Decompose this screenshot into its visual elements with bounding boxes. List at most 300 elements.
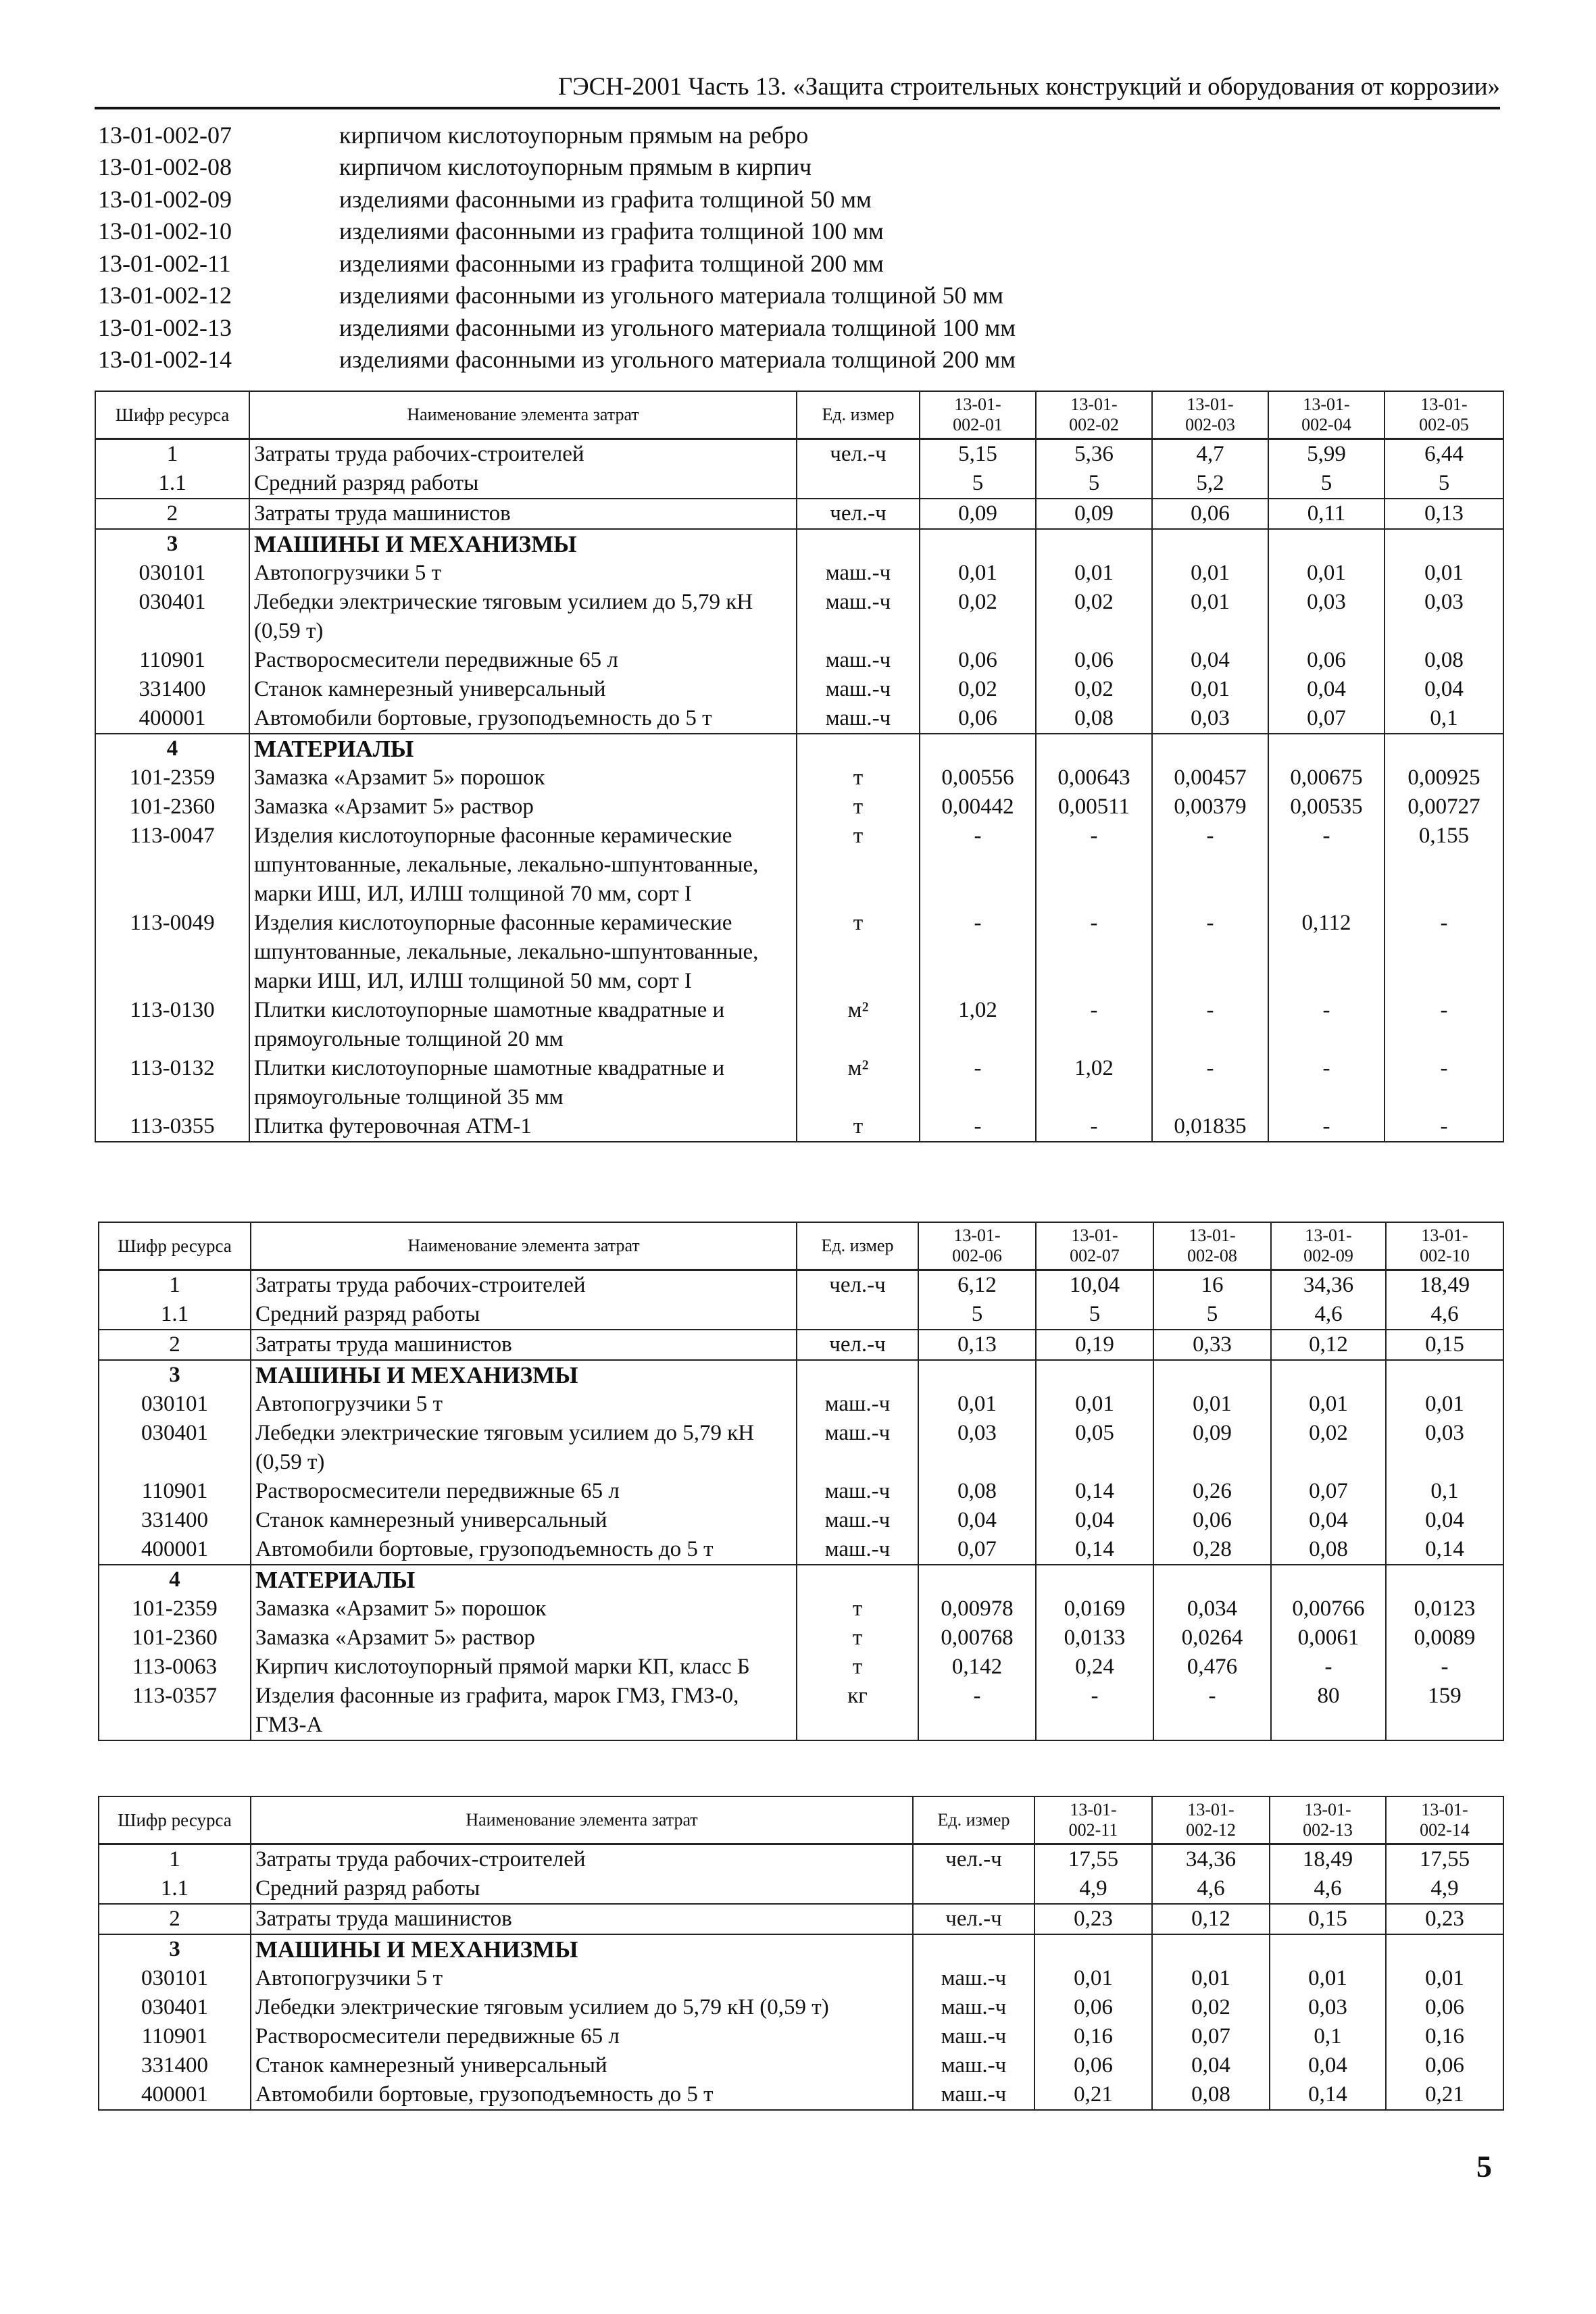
resource-code: 2 [95,499,249,529]
norm-code-line: 002-14 [1420,1820,1470,1840]
value-cell: 0,08 [918,1477,1036,1506]
unit-cell [913,1934,1034,1964]
resource-code: 1.1 [99,1300,251,1330]
value-cell: 0,01 [1153,1390,1271,1419]
header-norm-code [920,391,1036,439]
resource-code: 1 [99,1270,251,1301]
resource-code: 400001 [95,704,249,734]
norm-code-line: 002-08 [1187,1246,1237,1265]
resource-code: 331400 [95,675,249,704]
unit-cell: т [797,763,920,793]
table-row [99,1964,1503,1993]
table-row [95,559,1503,588]
value-cell: 0,14 [1386,1535,1503,1565]
resource-table-2 [98,1222,1504,1741]
value-cell [1152,529,1268,559]
item-description: изделиями фасонными из угольного материала толщиной 200 мм [339,346,1016,374]
value-cell: 0,0061 [1271,1624,1386,1653]
norm-code-line: 13-01- [1070,395,1118,414]
value-cell: 0,02 [1271,1419,1386,1477]
unit-cell: чел.-ч [797,1270,918,1301]
header-unit: Ед. измер [913,1796,1034,1844]
header-norm-code [1152,391,1268,439]
value-cell: 0,08 [1385,646,1503,675]
value-cell: - [1385,1112,1503,1142]
table-row [95,499,1503,529]
value-cell: 0,01 [1036,1390,1153,1419]
value-cell [1036,1565,1153,1594]
value-cell: 0,09 [1036,499,1152,529]
unit-cell: маш.-ч [797,646,920,675]
value-cell: 0,02 [920,588,1036,646]
unit-cell [797,1300,918,1330]
value-cell [1153,1565,1271,1594]
header-resource-code: Шифр ресурса [95,391,249,439]
header-norm-code [1036,1222,1153,1270]
value-cell: 5 [1036,469,1152,499]
value-cell: 0,04 [1152,646,1268,675]
resource-code: 113-0130 [95,996,249,1054]
unit-cell: маш.-ч [797,559,920,588]
value-cell: 4,7 [1152,439,1268,470]
table-row [95,1054,1503,1112]
value-cell: 0,06 [1268,646,1385,675]
item-code: 13-01-002-08 [98,153,232,181]
unit-cell: т [797,1653,918,1682]
value-cell: - [1385,909,1503,996]
value-cell: 0,13 [918,1330,1036,1360]
value-cell: 0,0123 [1386,1594,1503,1624]
norm-code-line: 13-01- [1189,1226,1236,1245]
norm-code-line: 13-01- [1071,1226,1118,1245]
resource-code: 3 [99,1360,251,1390]
header-norm-code [1152,1796,1270,1844]
header-cost-element: Наименование элемента затрат [251,1796,913,1844]
value-cell: 18,49 [1386,1270,1503,1301]
value-cell: 0,03 [1386,1419,1503,1477]
value-cell: 0,01 [1152,1964,1270,1993]
value-cell: - [1036,909,1152,996]
header-norm-code [1036,391,1152,439]
resource-code: 400001 [99,2080,251,2110]
cost-element-name: Замазка «Арзамит 5» порошок [251,1594,797,1624]
item-code: 13-01-002-14 [98,346,232,374]
value-cell: 5,2 [1152,469,1268,499]
value-cell: 0,00675 [1268,763,1385,793]
unit-cell: маш.-ч [913,1993,1034,2022]
resource-code: 030401 [99,1419,251,1477]
value-cell: - [920,1054,1036,1112]
value-cell: 0,034 [1153,1594,1271,1624]
unit-cell: маш.-ч [913,1964,1034,1993]
cost-element-name: Замазка «Арзамит 5» раствор [249,793,797,822]
resource-code: 101-2360 [99,1624,251,1653]
value-cell: - [1036,822,1152,909]
cost-element-name: Затраты труда машинистов [249,499,797,529]
value-cell: 0,16 [1386,2022,1503,2051]
cost-element-name: Затраты труда машинистов [251,1904,913,1934]
table-row [99,1270,1503,1301]
unit-cell: маш.-ч [913,2022,1034,2051]
resource-code: 110901 [95,646,249,675]
value-cell: 0,00768 [918,1624,1036,1653]
header-norm-code [1153,1222,1271,1270]
value-cell: 0,06 [1152,499,1268,529]
table-row [95,588,1503,646]
value-cell: 0,19 [1036,1330,1153,1360]
unit-cell [913,1874,1034,1904]
item-row [98,119,1503,151]
item-code: 13-01-002-13 [98,313,232,341]
cost-element-name: Растворосмесители передвижные 65 л [249,646,797,675]
table-row [99,1419,1503,1477]
cost-element-name: Средний разряд работы [249,469,797,499]
unit-cell: маш.-ч [797,675,920,704]
table-row [99,1535,1503,1565]
value-cell: 0,06 [920,704,1036,734]
item-description: изделиями фасонными из графита толщиной 200 мм [339,249,884,277]
unit-cell: чел.-ч [797,1330,918,1360]
value-cell [1153,1360,1271,1390]
resource-code: 113-0063 [99,1653,251,1682]
value-cell: 0,00379 [1152,793,1268,822]
resource-code: 331400 [99,1506,251,1535]
value-cell: - [1152,909,1268,996]
cost-element-name: Средний разряд работы [251,1300,797,1330]
cost-element-name: Автопогрузчики 5 т [249,559,797,588]
item-description: изделиями фасонными из графита толщиной 50 мм [339,185,872,213]
value-cell: 0,09 [920,499,1036,529]
value-cell: 0,01 [1152,559,1268,588]
header-unit: Ед. измер [797,1222,918,1270]
header-norm-code [1268,391,1385,439]
value-cell: 17,55 [1034,1844,1152,1875]
norm-code-line: 002-13 [1303,1820,1353,1840]
cost-element-name: МАТЕРИАЛЫ [251,1565,797,1594]
resource-code: 113-0047 [95,822,249,909]
cost-element-name: Изделия кислотоупорные фасонные керамические шпунтованные, лекальные, лекально-шпунтованные, марки ИШ, ИЛ, ИЛШ толщиной 70 мм, сорт I [249,822,797,909]
header-cost-element: Наименование элемента затрат [251,1222,797,1270]
value-cell: - [1268,822,1385,909]
cost-element-name: МАТЕРИАЛЫ [249,734,797,763]
unit-cell: т [797,1594,918,1624]
value-cell: 0,01 [1270,1964,1386,1993]
value-cell: 16 [1153,1270,1271,1301]
value-cell: 0,04 [1152,2051,1270,2080]
value-cell: 0,02 [1036,588,1152,646]
cost-element-name: Плитки кислотоупорные шамотные квадратные и прямоугольные толщиной 35 мм [249,1054,797,1112]
value-cell: 0,06 [1153,1506,1271,1535]
header-norm-code [918,1222,1036,1270]
value-cell: 5,15 [920,439,1036,470]
unit-cell: маш.-ч [797,1535,918,1565]
value-cell: 0,28 [1153,1535,1271,1565]
item-code: 13-01-002-07 [98,121,232,149]
cost-element-name: Плитки кислотоупорные шамотные квадратные и прямоугольные толщиной 20 мм [249,996,797,1054]
value-cell: 0,03 [1152,704,1268,734]
value-cell: - [920,1112,1036,1142]
table-row [99,1874,1503,1904]
cost-element-name: Лебедки электрические тяговым усилием до 5,79 кН (0,59 т) [251,1993,913,2022]
unit-cell: маш.-ч [797,1506,918,1535]
table-row [95,822,1503,909]
value-cell: 0,0169 [1036,1594,1153,1624]
header-norm-code [1386,1222,1503,1270]
value-cell [1385,734,1503,763]
value-cell: 6,12 [918,1270,1036,1301]
norm-code-line: 13-01- [953,1226,1001,1245]
value-cell: 0,04 [1385,675,1503,704]
cost-element-name: Растворосмесители передвижные 65 л [251,1477,797,1506]
value-cell: 5 [1153,1300,1271,1330]
norm-code-line: 002-01 [953,415,1003,434]
norm-code-line: 002-04 [1301,415,1351,434]
resource-code: 030101 [95,559,249,588]
table-row [99,2051,1503,2080]
section-row [95,734,1503,763]
value-cell: 0,06 [1034,1993,1152,2022]
value-cell: - [1153,1682,1271,1740]
value-cell: 0,0133 [1036,1624,1153,1653]
value-cell: 0,23 [1034,1904,1152,1934]
value-cell [1385,529,1503,559]
table-row [95,469,1503,499]
unit-cell: маш.-ч [797,588,920,646]
value-cell: 0,14 [1270,2080,1386,2110]
value-cell: 0,00727 [1385,793,1503,822]
resource-code: 331400 [99,2051,251,2080]
value-cell: 0,14 [1036,1477,1153,1506]
value-cell: 159 [1386,1682,1503,1740]
value-cell [1268,734,1385,763]
value-cell: - [920,909,1036,996]
value-cell [1386,1565,1503,1594]
value-cell: 0,04 [1271,1506,1386,1535]
resource-code: 113-0132 [95,1054,249,1112]
cost-element-name: МАШИНЫ И МЕХАНИЗМЫ [249,529,797,559]
norm-code-line: 002-10 [1420,1246,1470,1265]
cost-element-name: Плитка футеровочная АТМ-1 [249,1112,797,1142]
value-cell [1152,1934,1270,1964]
resource-code: 113-0049 [95,909,249,996]
value-cell [1036,529,1152,559]
value-cell: 0,26 [1153,1477,1271,1506]
section-row [95,529,1503,559]
value-cell: 1,02 [1036,1054,1152,1112]
value-cell: 0,00457 [1152,763,1268,793]
value-cell: 0,06 [1034,2051,1152,2080]
cost-element-name: Изделия фасонные из графита, марок ГМЗ, ГМЗ-0, ГМЗ-А [251,1682,797,1740]
cost-element-name: Затраты труда машинистов [251,1330,797,1360]
value-cell: 0,12 [1152,1904,1270,1934]
table-header-row [95,391,1503,439]
table-row [95,1112,1503,1142]
value-cell: 0,15 [1386,1330,1503,1360]
value-cell: 0,12 [1271,1330,1386,1360]
value-cell: 34,36 [1271,1270,1386,1301]
norm-code-line: 002-07 [1070,1246,1120,1265]
cost-element-name: Станок камнерезный универсальный [251,2051,913,2080]
value-cell: - [1268,996,1385,1054]
value-cell: 0,09 [1153,1419,1271,1477]
value-cell: 0,23 [1386,1904,1503,1934]
value-cell: 0,142 [918,1653,1036,1682]
value-cell: 0,476 [1153,1653,1271,1682]
value-cell: 0,01 [920,559,1036,588]
value-cell: 0,02 [920,675,1036,704]
item-row [98,311,1503,344]
value-cell: - [918,1682,1036,1740]
value-cell: - [1152,822,1268,909]
cost-element-name: Станок камнерезный универсальный [249,675,797,704]
cost-element-name: Кирпич кислотоупорный прямой марки КП, класс Б [251,1653,797,1682]
value-cell: 0,00556 [920,763,1036,793]
value-cell: 0,03 [918,1419,1036,1477]
resource-code: 1.1 [99,1874,251,1904]
unit-cell [797,734,920,763]
norm-code-line: 002-11 [1068,1820,1118,1840]
norm-code-line: 002-09 [1303,1246,1353,1265]
unit-cell: чел.-ч [913,1844,1034,1875]
unit-cell [797,529,920,559]
value-cell [1036,1360,1153,1390]
value-cell: 0,01 [1386,1390,1503,1419]
header-norm-code [1034,1796,1152,1844]
table-row [99,1390,1503,1419]
resource-code: 030401 [99,1993,251,2022]
value-cell [1036,734,1152,763]
table-row [95,793,1503,822]
value-cell: 0,112 [1268,909,1385,996]
unit-cell: т [797,793,920,822]
unit-cell: маш.-ч [797,1390,918,1419]
value-cell: 0,01 [1268,559,1385,588]
value-cell: 0,02 [1036,675,1152,704]
unit-cell [797,1565,918,1594]
norm-code-line: 002-03 [1185,415,1235,434]
value-cell: - [1036,1682,1153,1740]
value-cell [1152,734,1268,763]
value-cell: 0,06 [1036,646,1152,675]
resource-code: 4 [99,1565,251,1594]
value-cell: 0,24 [1036,1653,1153,1682]
cost-element-name: Изделия кислотоупорные фасонные керамические шпунтованные, лекальные, лекально-шпунтованные, марки ИШ, ИЛ, ИЛШ толщиной 50 мм, сорт I [249,909,797,996]
section-row [99,1360,1503,1390]
item-description: изделиями фасонными из угольного материала толщиной 100 мм [339,313,1016,341]
value-cell: 0,01 [1036,559,1152,588]
header-resource-code: Шифр ресурса [99,1796,251,1844]
value-cell: 0,00511 [1036,793,1152,822]
value-cell: 0,00925 [1385,763,1503,793]
unit-cell: кг [797,1682,918,1740]
unit-cell: т [797,1112,920,1142]
norm-code-line: 13-01- [1187,1800,1235,1819]
value-cell: 0,1 [1270,2022,1386,2051]
value-cell: 10,04 [1036,1270,1153,1301]
value-cell [1268,529,1385,559]
value-cell [1271,1565,1386,1594]
unit-cell: т [797,909,920,996]
item-description: кирпичом кислотоупорным прямым в кирпич [339,153,812,181]
value-cell: 4,9 [1034,1874,1152,1904]
value-cell: 0,01835 [1152,1112,1268,1142]
cost-element-name: Растворосмесители передвижные 65 л [251,2022,913,2051]
value-cell: 0,03 [1270,1993,1386,2022]
value-cell: 0,13 [1385,499,1503,529]
value-cell: 5 [1268,469,1385,499]
value-cell: 0,00978 [918,1594,1036,1624]
resource-code: 113-0355 [95,1112,249,1142]
table-header-row [99,1796,1503,1844]
value-cell: 5 [918,1300,1036,1330]
unit-cell: маш.-ч [797,1419,918,1477]
resource-table-3 [98,1796,1504,2111]
resource-code: 101-2360 [95,793,249,822]
resource-code: 101-2359 [99,1594,251,1624]
unit-cell: маш.-ч [913,2051,1034,2080]
header-norm-code [1270,1796,1386,1844]
value-cell: 0,07 [918,1535,1036,1565]
value-cell: 0,01 [1152,675,1268,704]
table-row [95,996,1503,1054]
item-code: 13-01-002-11 [98,249,231,277]
resource-code: 030101 [99,1390,251,1419]
item-code: 13-01-002-10 [98,218,232,245]
value-cell: 0,1 [1385,704,1503,734]
item-code: 13-01-002-12 [98,282,232,309]
table-row [99,1477,1503,1506]
item-description: изделиями фасонными из графита толщиной 100 мм [339,218,884,245]
page-header: ГЭСН-2001 Часть 13. «Защита строительных конструкций и оборудования от коррозии» [95,68,1500,109]
value-cell: 0,07 [1268,704,1385,734]
value-cell: 0,01 [1152,588,1268,646]
item-list [98,119,1503,376]
table-row [99,2022,1503,2051]
unit-cell: маш.-ч [797,704,920,734]
value-cell [920,734,1036,763]
value-cell: 0,08 [1152,2080,1270,2110]
unit-cell: чел.-ч [797,439,920,470]
resource-code: 1 [99,1844,251,1875]
table-row [99,1993,1503,2022]
value-cell [918,1565,1036,1594]
table-row [99,1844,1503,1875]
value-cell: 0,06 [1386,1993,1503,2022]
cost-element-name: Замазка «Арзамит 5» порошок [249,763,797,793]
value-cell: - [920,822,1036,909]
value-cell: 0,1 [1386,1477,1503,1506]
value-cell: 0,16 [1034,2022,1152,2051]
table-row [99,1300,1503,1330]
value-cell: 0,06 [920,646,1036,675]
value-cell: 0,04 [918,1506,1036,1535]
value-cell: 4,6 [1152,1874,1270,1904]
item-description: изделиями фасонными из угольного материала толщиной 50 мм [339,282,1004,309]
value-cell [1034,1934,1152,1964]
value-cell: 0,00442 [920,793,1036,822]
norm-code-line: 002-05 [1419,415,1469,434]
item-code: 13-01-002-09 [98,185,232,213]
value-cell: 0,155 [1385,822,1503,909]
value-cell: 0,11 [1268,499,1385,529]
table-row [95,439,1503,470]
norm-code-line: 002-02 [1069,415,1119,434]
value-cell: 6,44 [1385,439,1503,470]
value-cell [1386,1934,1503,1964]
value-cell: - [1386,1653,1503,1682]
value-cell: 0,01 [1271,1390,1386,1419]
value-cell: 4,6 [1271,1300,1386,1330]
